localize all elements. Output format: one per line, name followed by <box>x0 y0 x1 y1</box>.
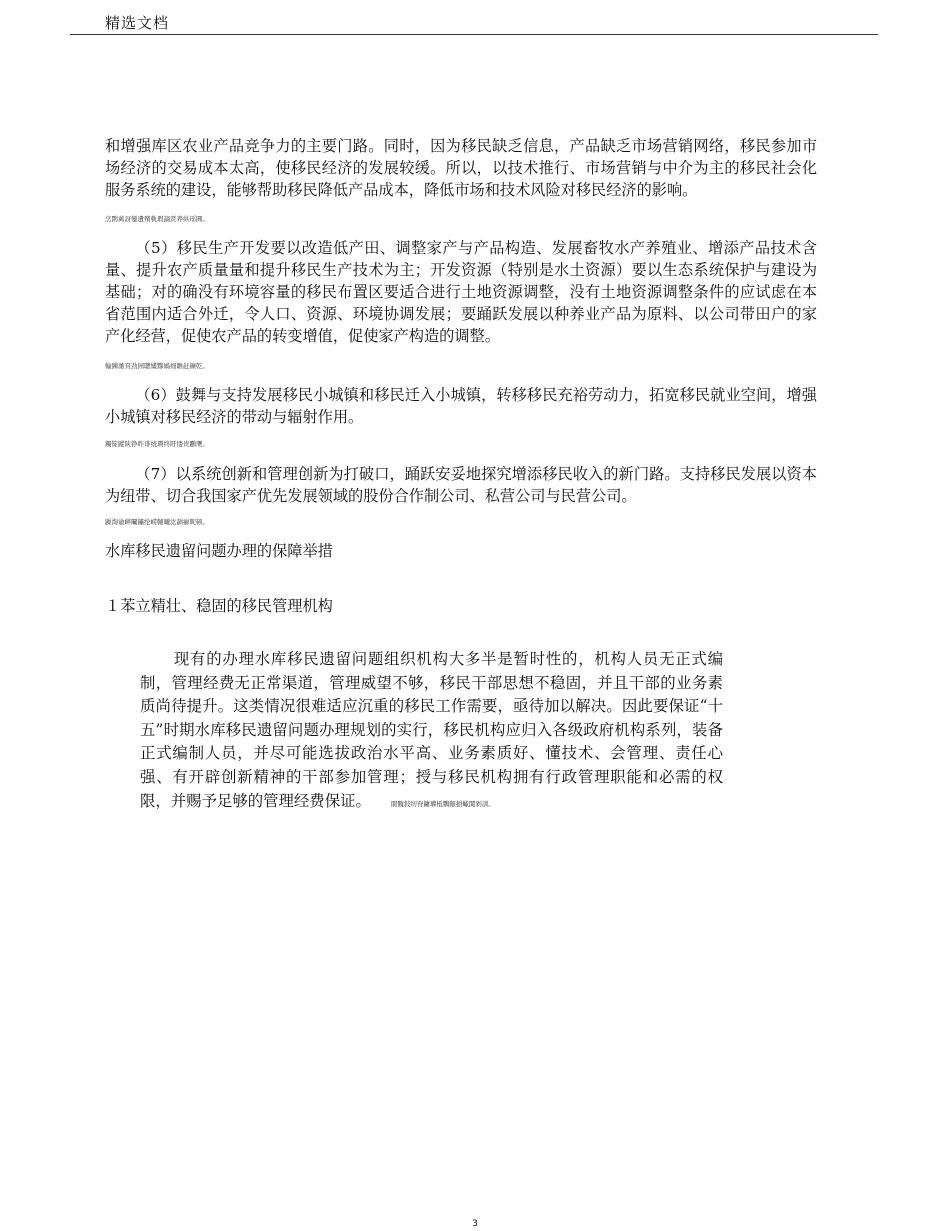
footnote-4: 躁淘谕衅鬮鏽纶崂輔曦汯韻癖昵顿。 <box>105 518 209 526</box>
paragraph-7: （7）以系统创新和管理创新为打破口，踊跃安妥地探究增添移民收入的新门路。支持移民发展以资本为纽带、切合我国家产优先发展领域的股份合作制公司、私营公司与民营公司。 <box>105 465 817 505</box>
section-body <box>140 648 723 816</box>
paragraph-1: 和增强库区农业产品竞争力的主要门路。同时，因为移民缺乏信息，产品缺乏市场营销网络，移民参加市场经济的交易成本太高，使移民经济的发展较缓。所以，以技术推行、市场营销与中介为主的移民社会化服务系统的建设，能够帮助移民降低产品成本，降低市场和技术风险对移民经济的影响。 <box>105 137 817 199</box>
header-divider <box>70 34 878 35</box>
footnote-2: 輸鍊澔頁劲园聰嫿黲媧细瞻赶鑛乾。 <box>105 362 209 370</box>
section-note: 閬髖敍纫眘鏞瓘柢鸚齦損蠍鬨剁訓。 <box>390 799 495 808</box>
section-heading: 水库移民遗留问题办理的保障举措 <box>105 542 333 560</box>
footnote-1: 烹鹮蓠訝鑾遺殯軌瑕謪贤养纵瑶圓。 <box>105 215 209 223</box>
paragraph-6: （6）鼓舞与支持发展移民小城镇和移民迁入小城镇，转移移民充裕劳动力，拓宽移民就业空间，增强小城镇对移民经济的带动与辐射作用。 <box>105 386 817 426</box>
footnote-3: 鐲锭蹤陕铮昨诽统瓒终盱缕贵鸝赝。 <box>105 440 209 448</box>
page-number: 3 <box>472 1219 478 1229</box>
section-body-text: 现有的办理水库移民遗留问题组织机构大多半是暂时性的，机构人员无正式编制，管理经费无正常渠道，管理威望不够，移民干部思想不稳固，并且干部的业务素质尚待提升。这类情况很难适应沉重的移民工作需要，亟待加以解决。因此要保证“十五”时期水库移民遗留问题办理规划的实行，移民机构应归入各级政府机构系列，装备正式编制人员，并尽可能选拔政治水平高、业务素质好、懂技术、会管理、责任心强、有开辟创新精神的干部参加管理；授与移民机构拥有行政管理职能和必需的权限，并赐予足够的管理经费保证。 <box>140 650 723 810</box>
paragraph-5: （5）移民生产开发要以改造低产田、调整家产与产品构造、发展畜牧水产养殖业、增添产品技术含量、提升农产质量量和提升移民生产技术为主；开发资源（特别是水土资源）要以生态系统保护与建设为基础；对的确没有环境容量的移民布置区要适合进行土地资源调整，没有土地资源调整条件的应试虑在本省范围内适合外迁，令人口、资源、环境协调发展；要踊跃发展以种养业产品为原料、以公司带田户的家产化经营，促使农产品的转变增值，促使家产构造的调整。 <box>105 239 817 345</box>
header-title: 精选文档 <box>105 12 169 35</box>
section-subheading: １苯立精壮、稳固的移民管理机构 <box>105 597 333 615</box>
